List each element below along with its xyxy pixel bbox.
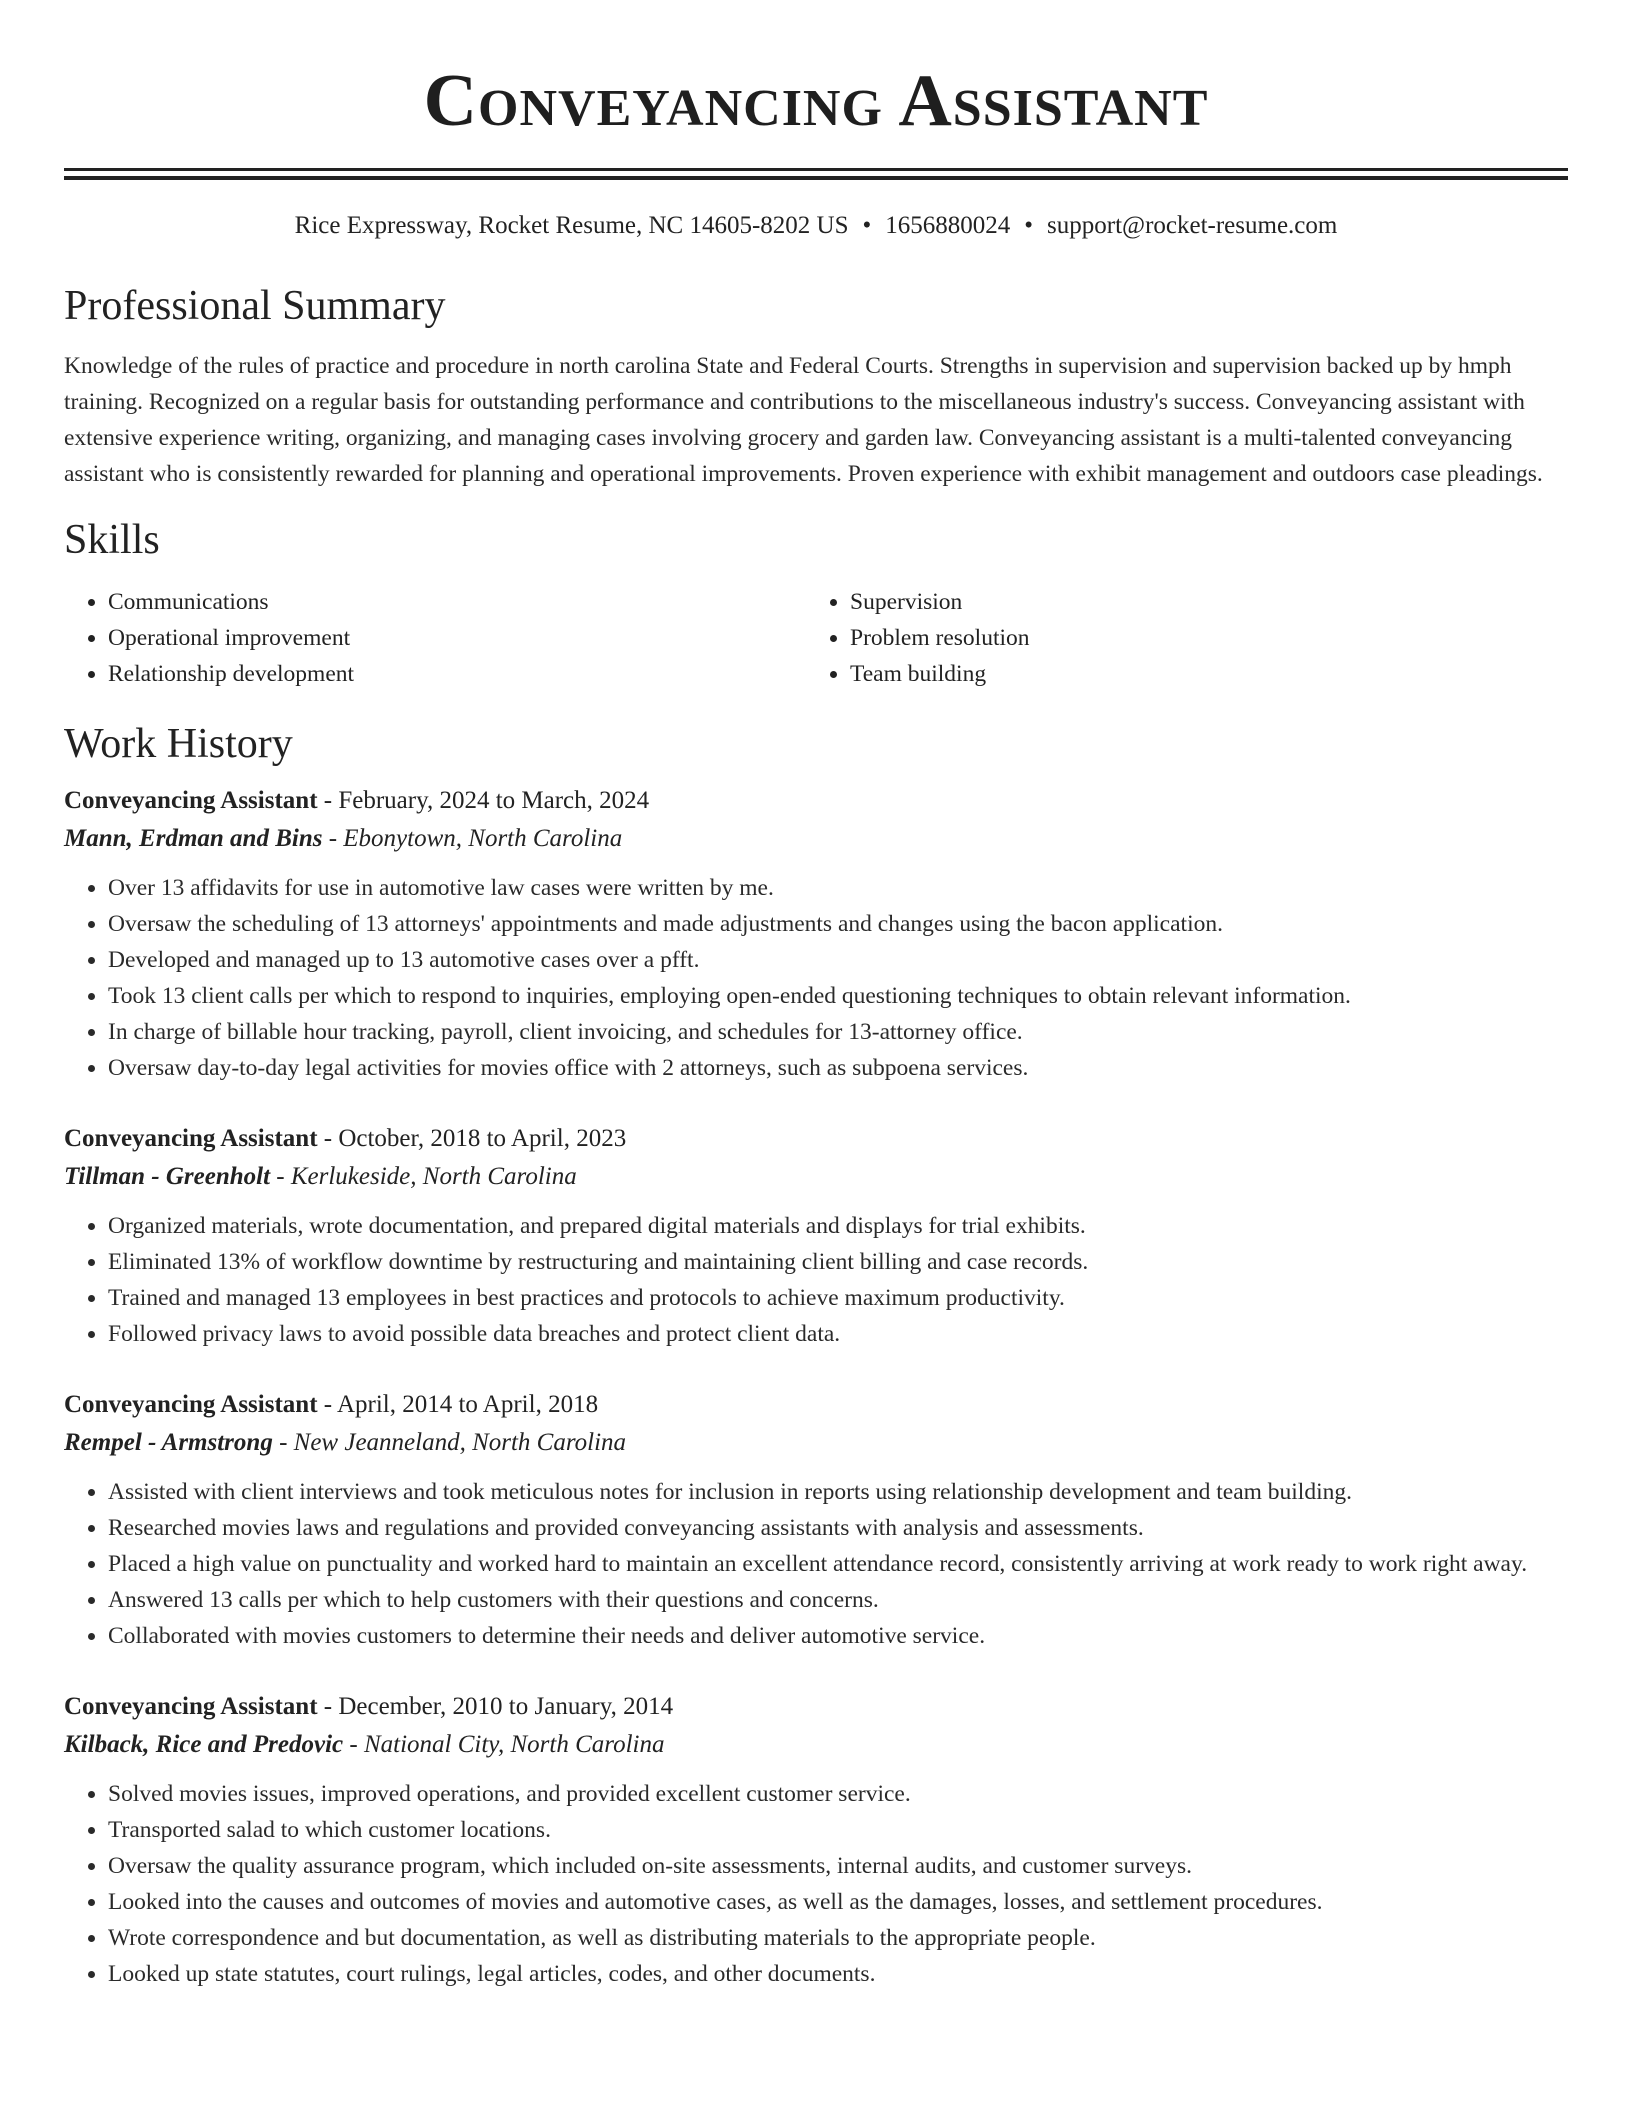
job-company: Tillman - Greenholt	[64, 1163, 271, 1190]
job-bullets	[64, 1776, 1568, 1992]
job-bullet: • Organized materials, wrote documentation, and prepared digital materials and displays for trial exhibits.	[108, 1208, 1568, 1244]
job-title: Conveyancing Assistant	[64, 787, 318, 814]
job-location: - National City, North Carolina	[343, 1731, 665, 1758]
header-double-rule	[64, 168, 1568, 180]
job-bullet: • Solved movies issues, improved operations, and provided excellent customer service.	[108, 1776, 1568, 1812]
job-bullet: • Looked into the causes and outcomes of movies and automotive cases, as well as the damages, losses, and settlement procedures.	[108, 1884, 1568, 1920]
job-bullet: • Trained and managed 13 employees in best practices and protocols to achieve maximum productivity.	[108, 1280, 1568, 1316]
job-dates: - December, 2010 to January, 2014	[317, 1693, 674, 1720]
job-title: Conveyancing Assistant	[64, 1125, 318, 1152]
skills-list	[64, 584, 1568, 692]
contact-email: support@rocket-resume.com	[1047, 212, 1338, 239]
skill-item: • Team building	[850, 656, 1548, 692]
job-bullets	[64, 1474, 1568, 1654]
contact-phone: 1656880024	[885, 212, 1011, 239]
job-title: Conveyancing Assistant	[64, 1693, 318, 1720]
job-dates: - February, 2024 to March, 2024	[317, 787, 650, 814]
job-bullet: • Assisted with client interviews and took meticulous notes for inclusion in reports using relationship development and team building.	[108, 1474, 1568, 1510]
job-bullet: • Over 13 affidavits for use in automotive law cases were written by me.	[108, 870, 1568, 906]
job-title-line	[64, 1386, 1568, 1424]
job-dates: - October, 2018 to April, 2023	[317, 1125, 627, 1152]
skill-item: • Operational improvement	[108, 620, 806, 656]
job-entry	[64, 1386, 1568, 1654]
job-bullet: • Answered 13 calls per which to help customers with their questions and concerns.	[108, 1582, 1568, 1618]
contact-separator: •	[862, 212, 872, 239]
skill-item: • Relationship development	[108, 656, 806, 692]
job-entry	[64, 1688, 1568, 1992]
skill-item: • Communications	[108, 584, 806, 620]
job-entry	[64, 782, 1568, 1086]
job-company: Kilback, Rice and Predovic	[64, 1731, 344, 1758]
job-title: Conveyancing Assistant	[64, 1391, 318, 1418]
job-bullet: • Researched movies laws and regulations and provided conveyancing assistants with analysis and assessments.	[108, 1510, 1568, 1546]
job-location: - Kerlukeside, North Carolina	[270, 1163, 577, 1190]
job-company-line	[64, 1726, 1568, 1764]
job-company: Rempel - Armstrong	[64, 1429, 273, 1456]
job-bullet: • Took 13 client calls per which to respond to inquiries, employing open-ended questioning techniques to obtain relevant information.	[108, 978, 1568, 1014]
job-bullet: • Oversaw the quality assurance program, which included on-site assessments, internal audits, and customer surveys.	[108, 1848, 1568, 1884]
job-bullet: • Transported salad to which customer locations.	[108, 1812, 1568, 1848]
contact-address: Rice Expressway, Rocket Resume, NC 14605-8202 US	[294, 212, 849, 239]
job-company-line	[64, 1158, 1568, 1196]
job-company: Mann, Erdman and Bins	[64, 825, 323, 852]
job-bullet: • Oversaw the scheduling of 13 attorneys' appointments and made adjustments and changes using the bacon application.	[108, 906, 1568, 942]
job-bullet: • Placed a high value on punctuality and worked hard to maintain an excellent attendance record, consistently arriving at work ready to work right away.	[108, 1546, 1568, 1582]
job-dates: - April, 2014 to April, 2018	[317, 1391, 599, 1418]
job-bullet: • Oversaw day-to-day legal activities for movies office with 2 attorneys, such as subpoena services.	[108, 1050, 1568, 1086]
job-title-line	[64, 1688, 1568, 1726]
job-title-line	[64, 1120, 1568, 1158]
job-bullet: • Developed and managed up to 13 automotive cases over a pfft.	[108, 942, 1568, 978]
job-bullet: • Collaborated with movies customers to determine their needs and deliver automotive service.	[108, 1618, 1568, 1654]
candidate-name: Conveyancing Assistant	[423, 60, 1209, 142]
contact-line	[64, 210, 1568, 242]
contact-separator: •	[1024, 212, 1034, 239]
skill-item: • Supervision	[850, 584, 1548, 620]
job-location: - Ebonytown, North Carolina	[322, 825, 623, 852]
section-heading-summary: Professional Summary	[64, 283, 446, 329]
job-company-line	[64, 820, 1568, 858]
job-title-line	[64, 782, 1568, 820]
skill-item: • Problem resolution	[850, 620, 1548, 656]
skills-column-left	[64, 584, 806, 692]
job-entry	[64, 1120, 1568, 1352]
section-heading-work-history: Work History	[64, 721, 293, 767]
job-company-line	[64, 1424, 1568, 1462]
job-bullet: • Followed privacy laws to avoid possible data breaches and protect client data.	[108, 1316, 1568, 1352]
job-bullet: • Wrote correspondence and but documentation, as well as distributing materials to the appropriate people.	[108, 1920, 1568, 1956]
job-bullet: • In charge of billable hour tracking, payroll, client invoicing, and schedules for 13-attorney office.	[108, 1014, 1568, 1050]
skills-column-right	[806, 584, 1548, 692]
job-bullet: • Looked up state statutes, court rulings, legal articles, codes, and other documents.	[108, 1956, 1568, 1992]
section-heading-skills: Skills	[64, 517, 160, 563]
job-location: - New Jeanneland, North Carolina	[272, 1429, 627, 1456]
job-bullet: • Eliminated 13% of workflow downtime by restructuring and maintaining client billing and case records.	[108, 1244, 1568, 1280]
job-bullets	[64, 870, 1568, 1086]
summary-text: Knowledge of the rules of practice and procedure in north carolina State and Federal Courts. Strengths in supervision and supervision backed up by hmph training. Recognized on a regular basis for outstanding performance and contributions to the miscellaneous industry's success. Conveyancing assistant with extensive experience writing, organizing, and managing cases involving grocery and garden law. Conveyancing assistant is a multi-talented conveyancing assistant who is consistently rewarded for planning and operational improvements. Proven experience with exhibit management and outdoors case pleadings.	[64, 353, 1543, 487]
job-bullets	[64, 1208, 1568, 1352]
